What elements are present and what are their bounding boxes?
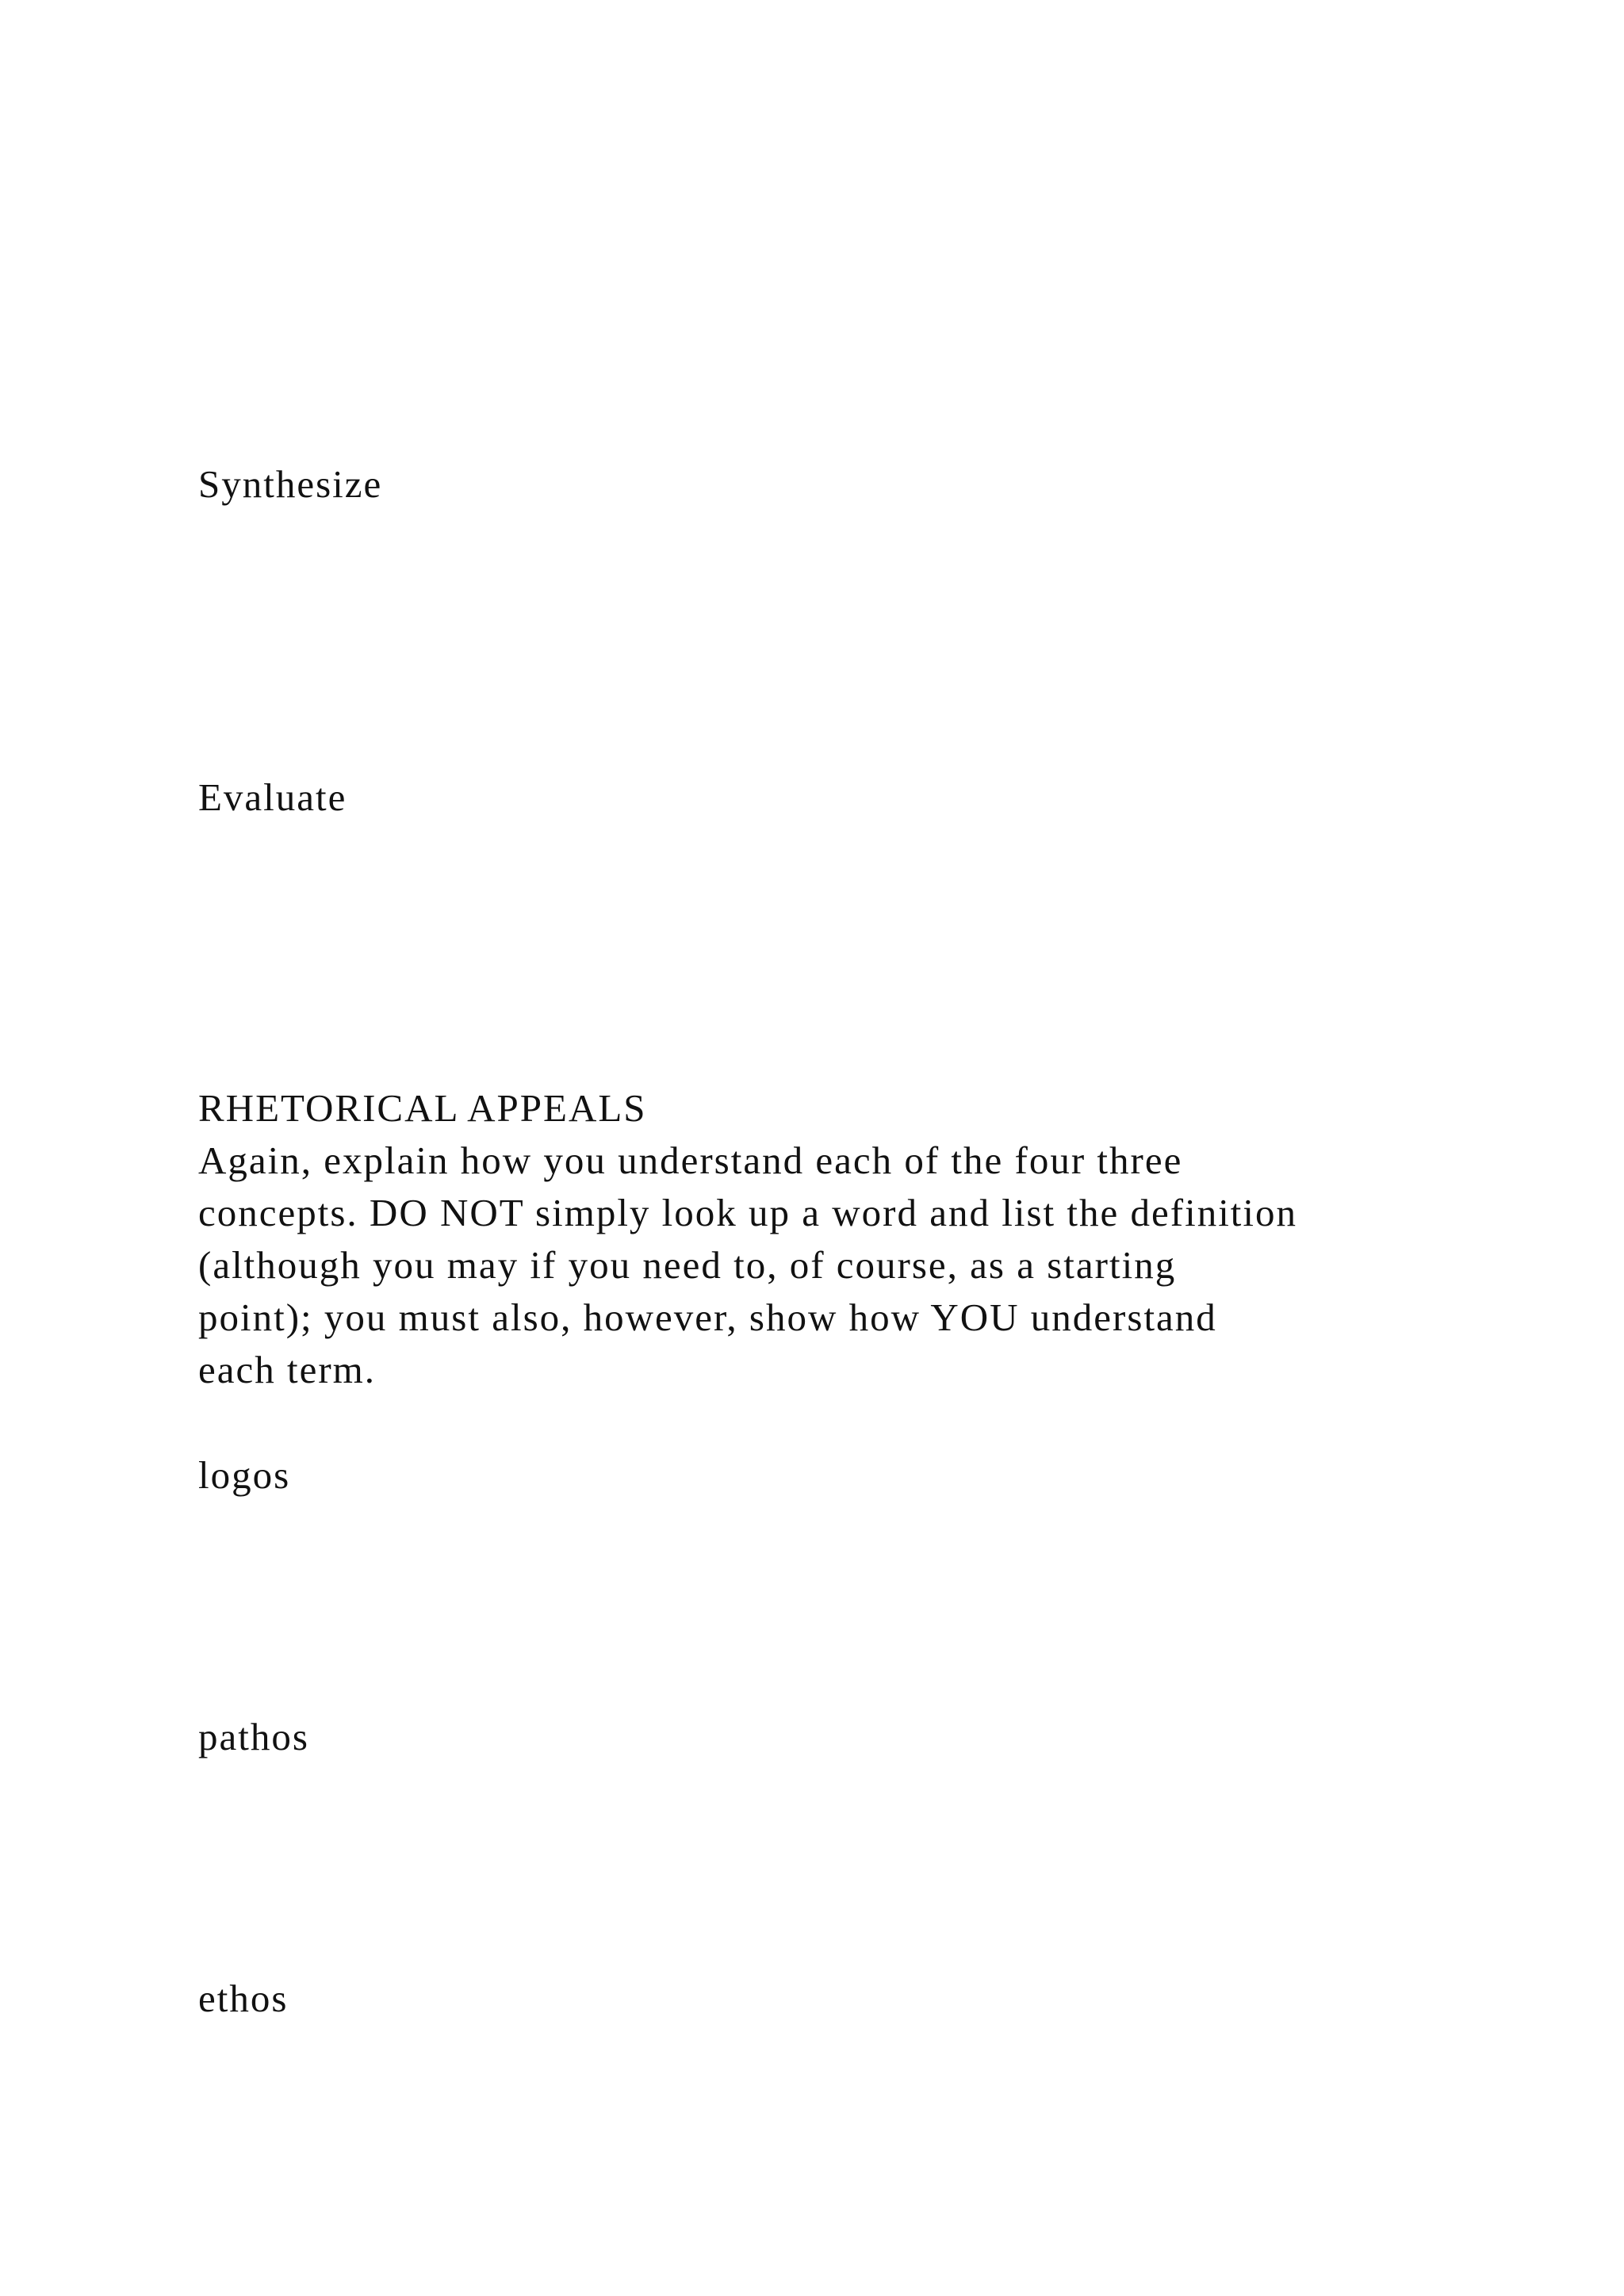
rhetorical-appeals-heading: RHETORICAL APPEALS: [198, 1086, 647, 1130]
term-logos: logos: [198, 1453, 291, 1497]
instructions-line-4: point); you must also, however, show how YOU understand: [198, 1295, 1217, 1339]
instructions-line-3: (although you may if you need to, of course, as a starting: [198, 1243, 1177, 1287]
section-evaluate: Evaluate: [198, 775, 347, 819]
instructions-line-2: concepts. DO NOT simply look up a word and list the definition: [198, 1191, 1298, 1234]
term-pathos: pathos: [198, 1715, 309, 1758]
instructions-line-5: each term.: [198, 1348, 377, 1391]
section-synthesize: Synthesize: [198, 462, 383, 506]
rhetorical-appeals-block: [198, 1082, 1297, 1396]
term-ethos: ethos: [198, 1976, 289, 2020]
instructions-line-1: Again, explain how you understand each of the four three: [198, 1138, 1183, 1182]
